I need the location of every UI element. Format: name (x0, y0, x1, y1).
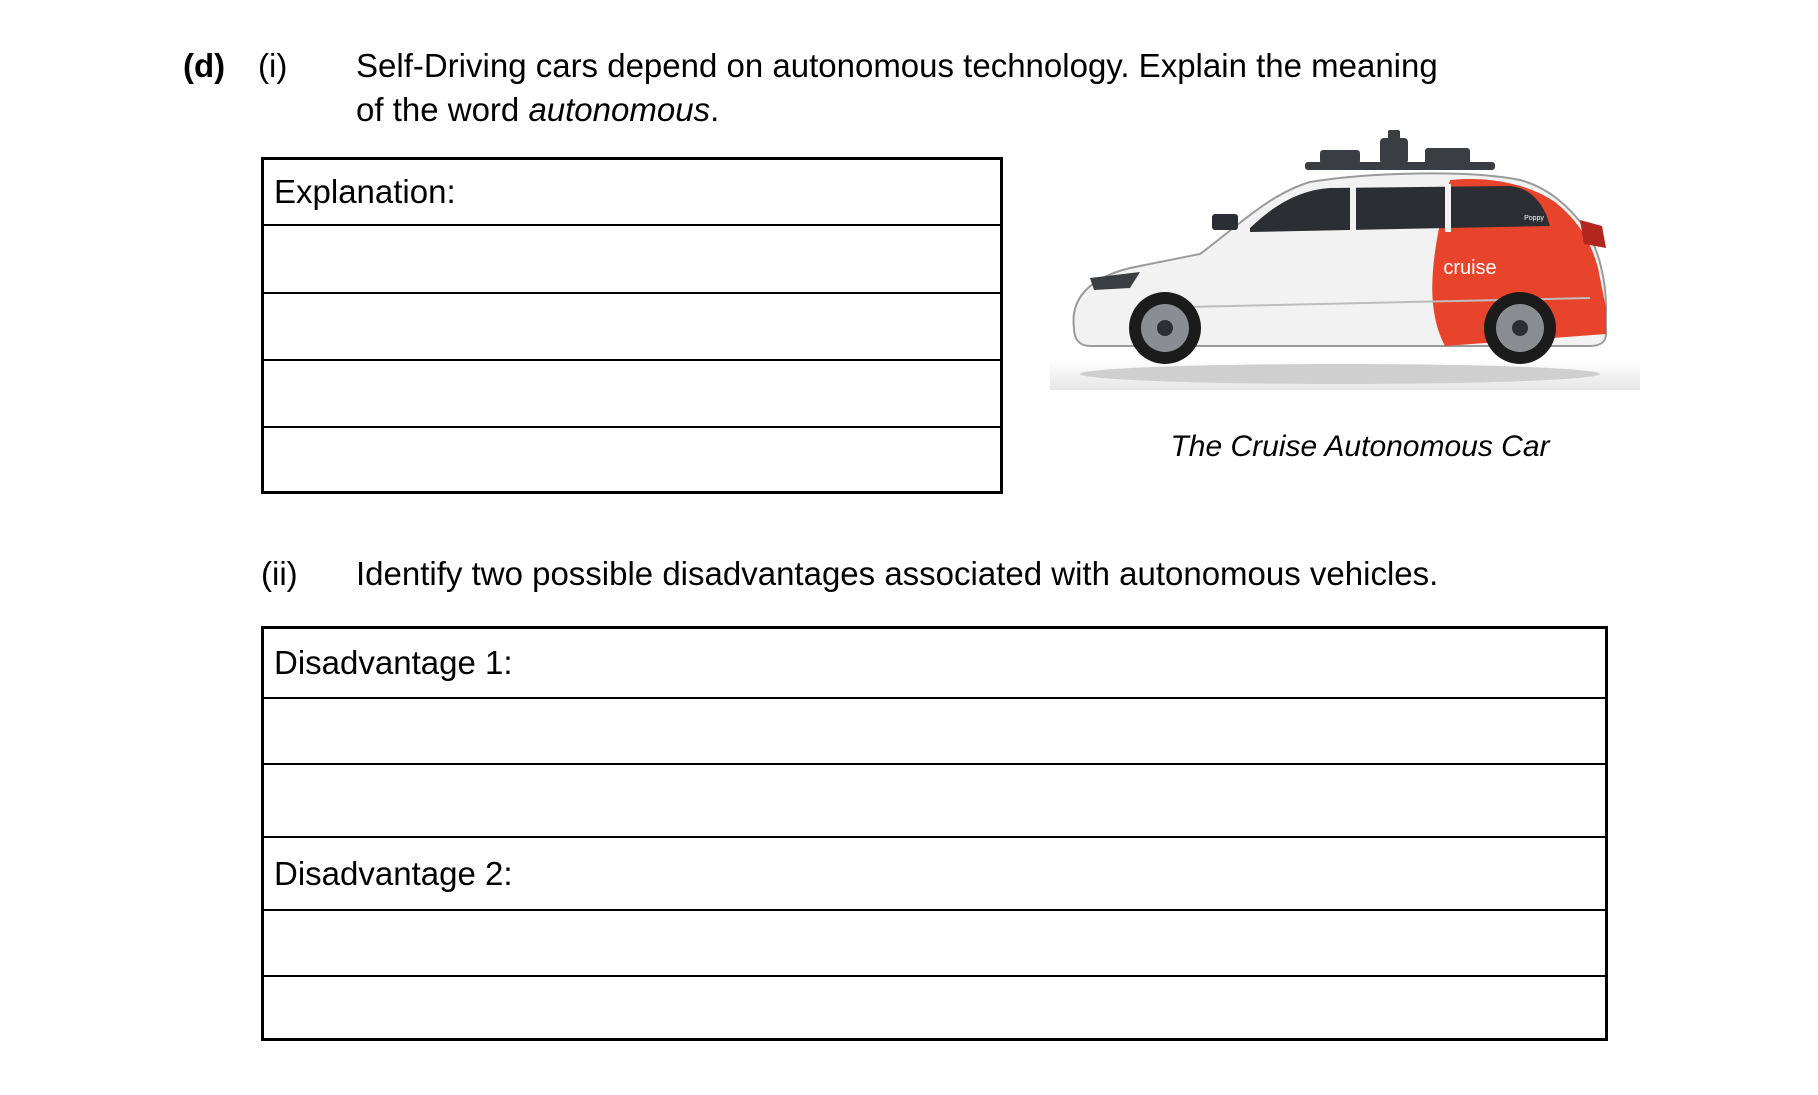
disadvantage-1-label: Disadvantage 1: (274, 644, 513, 681)
rear-wheel (1484, 292, 1556, 364)
disadvantages-answer-box (261, 626, 1608, 1041)
window-pillar-2 (1445, 184, 1451, 232)
part-i-question-text (356, 44, 1536, 132)
disadvantage-2-answer-line-1[interactable] (264, 911, 1605, 977)
lidar-rack (1305, 130, 1495, 170)
explanation-header-row (264, 160, 1000, 226)
car-shadow (1080, 364, 1600, 384)
part-i-keyword: autonomous (528, 91, 711, 128)
cruise-logo-text: cruise (1443, 257, 1497, 279)
explanation-label: Explanation: (274, 173, 456, 210)
explanation-answer-line-4[interactable] (264, 428, 1000, 491)
disadvantage-2-label: Disadvantage 2: (274, 854, 513, 892)
image-caption: The Cruise Autonomous Car (1170, 430, 1550, 463)
part-i-line2 (356, 88, 1536, 132)
question-label: (d) (183, 47, 226, 84)
disadvantage-2-row (264, 838, 1605, 911)
disadvantage-1-answer-line-2[interactable] (264, 765, 1605, 838)
front-wheel (1129, 292, 1201, 364)
disadvantage-1-answer-line-1[interactable] (264, 699, 1605, 765)
part-i-line1: Self-Driving cars depend on autonomous technology. Explain the meaning (356, 47, 1438, 84)
part-i-number: (i) (258, 47, 288, 84)
disadvantage-2-answer-line-2[interactable] (264, 977, 1605, 1038)
window-pillar-1 (1350, 186, 1356, 232)
explanation-answer-box (261, 157, 1003, 494)
disadvantage-1-row (264, 629, 1605, 699)
part-ii-question-text: Identify two possible disadvantages associated with autonomous vehicles. (356, 555, 1439, 592)
side-camera (1212, 214, 1238, 230)
explanation-answer-line-1[interactable] (264, 226, 1000, 294)
part-i-line2-suffix: . (710, 91, 720, 128)
explanation-answer-line-3[interactable] (264, 361, 1000, 428)
part-i-line2-prefix: of the word (356, 91, 529, 128)
part-ii-number: (ii) (261, 555, 298, 592)
car-name-text: Poppy (1524, 215, 1544, 222)
cruise-car-illustration (1050, 128, 1640, 398)
explanation-answer-line-2[interactable] (264, 294, 1000, 361)
car-image (1050, 128, 1640, 398)
